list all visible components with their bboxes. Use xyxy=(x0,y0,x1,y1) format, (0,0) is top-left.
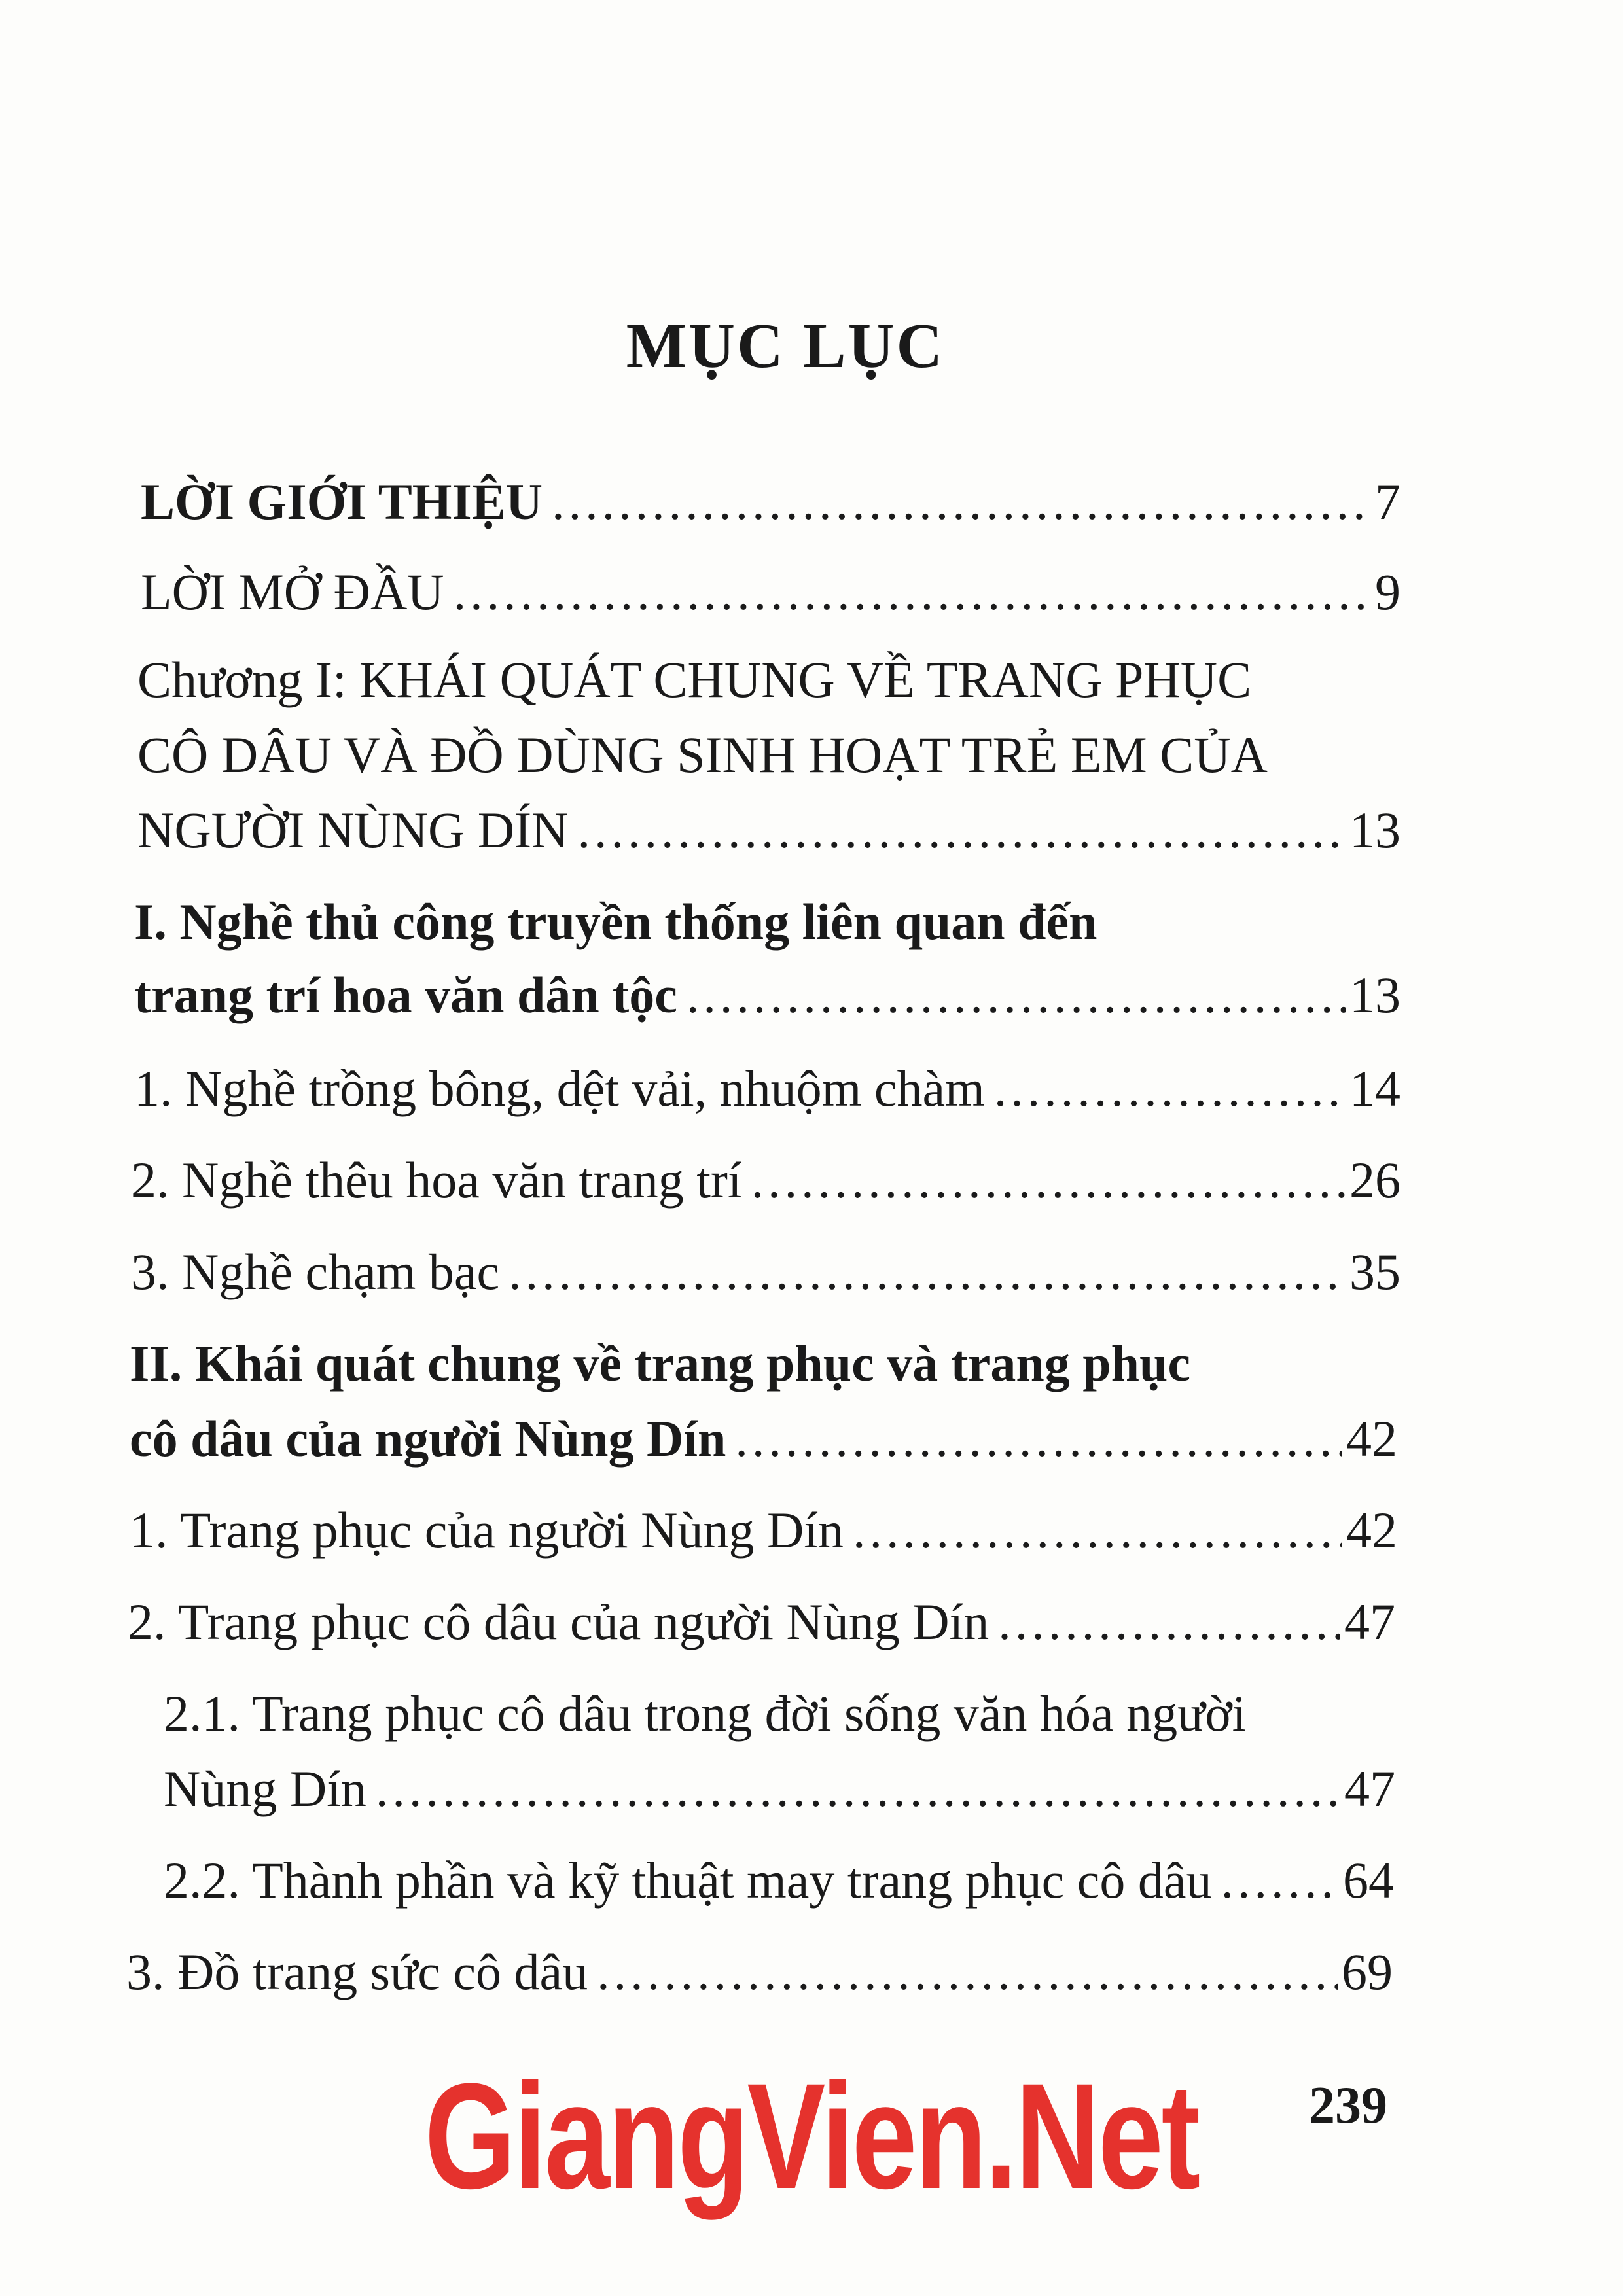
toc-entry xyxy=(164,1760,1395,1817)
watermark-logo: GiangVien.Net xyxy=(424,2052,1199,2220)
toc-entry-page: 35 xyxy=(1349,1243,1400,1300)
dot-leader xyxy=(735,1413,1342,1464)
dot-leader xyxy=(751,1155,1346,1206)
toc-entry-text: CÔ DÂU VÀ ĐỒ DÙNG SINH HOẠT TRẺ EM CỦA xyxy=(137,726,1268,783)
toc-entry-text: Chương I: KHÁI QUÁT CHUNG VỀ TRANG PHỤC xyxy=(137,651,1252,708)
toc-entry-page: 69 xyxy=(1342,1943,1393,2000)
toc-entry xyxy=(137,651,1252,708)
dot-leader xyxy=(687,970,1346,1021)
toc-entry xyxy=(141,563,1400,620)
toc-entry xyxy=(134,893,1097,950)
toc-entry-page: 13 xyxy=(1349,966,1400,1023)
toc-entry-text: 3. Đồ trang sức cô dâu xyxy=(126,1943,588,2000)
toc-entry-text: 1. Nghề trồng bông, dệt vải, nhuộm chàm xyxy=(134,1060,985,1117)
toc-entry-page: 7 xyxy=(1375,473,1400,530)
dot-leader xyxy=(597,1947,1338,1998)
dot-leader xyxy=(853,1505,1342,1556)
dot-leader xyxy=(577,805,1346,856)
toc-entry-page: 47 xyxy=(1344,1760,1395,1817)
toc-entry xyxy=(141,473,1400,530)
toc-entry-page: 9 xyxy=(1375,563,1400,620)
dot-leader xyxy=(508,1246,1346,1298)
toc-entry xyxy=(134,966,1400,1023)
toc-entry-text: LỜI GIỚI THIỆU xyxy=(141,473,543,530)
toc-entry-text: II. Khái quát chung về trang phục và trang phục xyxy=(130,1335,1191,1392)
toc-entry-text: I. Nghề thủ công truyền thống liên quan đến xyxy=(134,893,1097,950)
toc-entry xyxy=(126,1943,1393,2000)
dot-leader xyxy=(998,1597,1340,1648)
toc-entry-page: 42 xyxy=(1346,1410,1397,1467)
toc-entry xyxy=(137,726,1268,783)
toc-entry xyxy=(130,1410,1397,1467)
toc-entry xyxy=(164,1852,1394,1909)
dot-leader xyxy=(454,567,1371,618)
page-number: 239 xyxy=(1309,2077,1387,2134)
dot-leader xyxy=(552,476,1371,527)
toc-entry-text: 2. Trang phục cô dâu của người Nùng Dín xyxy=(128,1593,990,1650)
dot-leader xyxy=(1221,1855,1339,1906)
page-title: MỤC LỤC xyxy=(626,311,945,381)
dot-leader xyxy=(994,1063,1346,1114)
toc-entry-page: 64 xyxy=(1343,1852,1394,1909)
toc-entry-text: 2. Nghề thêu hoa văn trang trí xyxy=(131,1152,742,1209)
toc-entry xyxy=(134,1060,1400,1117)
dot-leader xyxy=(376,1763,1340,1814)
toc-entry xyxy=(164,1685,1247,1742)
toc-entry xyxy=(131,1152,1400,1209)
toc-entry-text: 2.1. Trang phục cô dâu trong đời sống văn hóa người xyxy=(164,1685,1247,1742)
toc-entry-text: NGƯỜI NÙNG DÍN xyxy=(137,802,569,858)
toc-entry-text: cô dâu của người Nùng Dín xyxy=(130,1410,726,1467)
toc-entry-page: 26 xyxy=(1349,1152,1400,1209)
toc-entry-page: 13 xyxy=(1349,802,1400,858)
toc-entry-page: 47 xyxy=(1344,1593,1395,1650)
toc-entry-text: LỜI MỞ ĐẦU xyxy=(141,563,444,620)
toc-entry-text: 1. Trang phục của người Nùng Dín xyxy=(130,1502,844,1559)
toc-entry-text: trang trí hoa văn dân tộc xyxy=(134,966,677,1023)
toc-entry xyxy=(130,1335,1191,1392)
toc-entry-text: Nùng Dín xyxy=(164,1760,366,1817)
toc-entry xyxy=(128,1593,1395,1650)
toc-entry xyxy=(130,1502,1397,1559)
toc-entry-page: 42 xyxy=(1346,1502,1397,1559)
toc-entry-text: 2.2. Thành phần và kỹ thuật may trang phục cô dâu xyxy=(164,1852,1212,1909)
toc-entry xyxy=(131,1243,1400,1300)
toc-entry xyxy=(137,802,1400,858)
toc-entry-page: 14 xyxy=(1349,1060,1400,1117)
toc-entry-text: 3. Nghề chạm bạc xyxy=(131,1243,500,1300)
